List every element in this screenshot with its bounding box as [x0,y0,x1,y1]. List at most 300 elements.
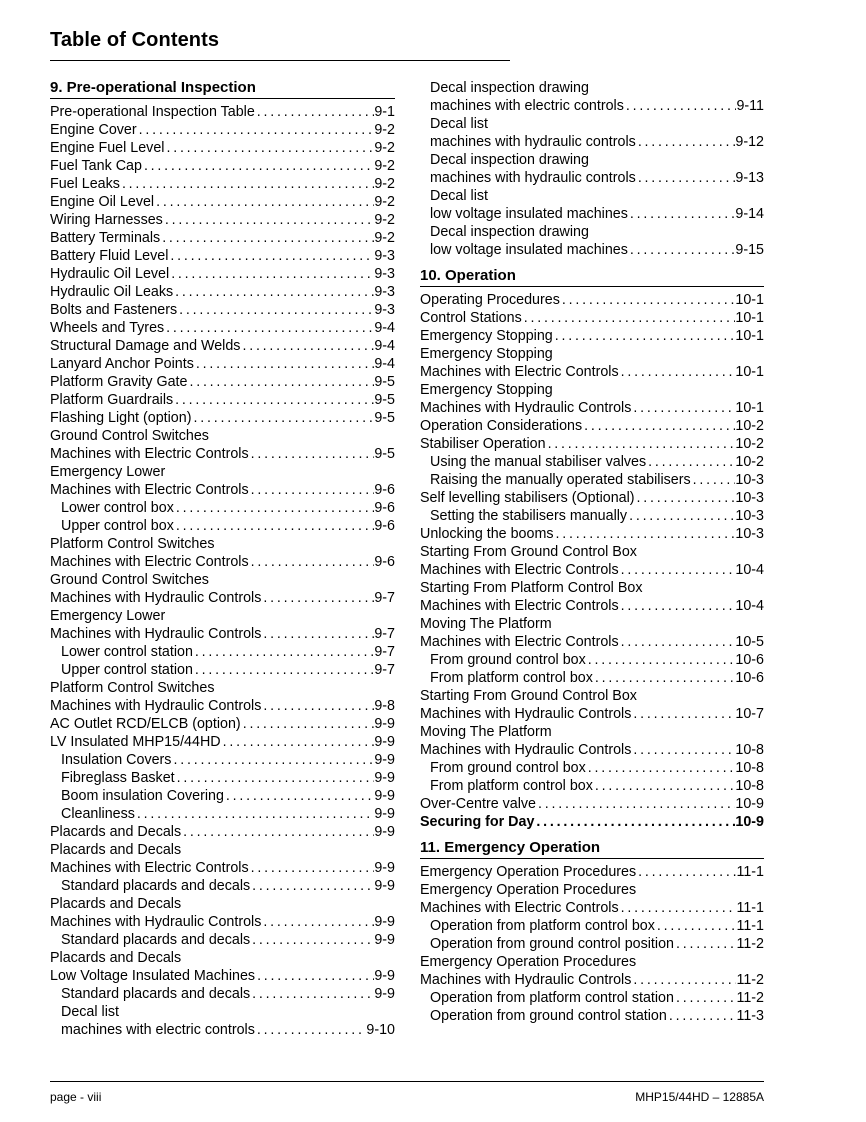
toc-list-section-11 [420,863,764,1025]
toc-entry [50,805,395,823]
toc-entry [50,661,395,679]
toc-entry [420,241,764,259]
toc-entry [420,741,764,759]
toc-entry-label: Machines with Hydraulic Controls [50,914,262,930]
toc-entry [50,517,395,535]
toc-dot-leader [636,133,736,151]
toc-dot-leader [586,759,736,777]
toc-entry-label: Self levelling stabilisers (Optional) [420,490,635,506]
toc-dot-leader [249,481,375,499]
toc-dot-leader [536,795,735,813]
toc-entry-page: 10-6 [735,652,764,668]
toc-entry [420,561,764,579]
toc-entry [50,625,395,643]
toc-dot-leader [582,417,735,435]
toc-dot-leader [255,1021,367,1039]
toc-dot-leader [655,917,737,935]
toc-entry-page: 9-9 [374,968,395,984]
toc-entry-label: machines with electric controls [430,98,624,114]
toc-entry-page: 9-9 [374,932,395,948]
toc-dot-leader [619,561,736,579]
toc-list-section-9 [50,103,395,1039]
toc-entry-page: 10-2 [735,436,764,452]
toc-dot-leader [619,633,736,651]
section-heading-10: 10. Operation [420,267,764,287]
toc-entry [50,319,395,337]
toc-entry-page: 10-3 [735,508,764,524]
toc-entry-label: Operating Procedures [420,292,560,308]
toc-entry-page: 9-7 [374,644,395,660]
toc-entry-page: 9-9 [374,716,395,732]
toc-entry [420,795,764,813]
toc-entry-page: 10-5 [735,634,764,650]
toc-entry-label: LV Insulated MHP15/44HD [50,734,221,750]
toc-dot-leader [250,985,374,1003]
toc-entry-page: 9-4 [374,320,395,336]
toc-entry [420,97,764,115]
toc-entry-label: Bolts and Fasteners [50,302,178,318]
toc-entry-label: Machines with Electric Controls [50,860,249,876]
toc-dot-leader [646,453,735,471]
toc-entry [420,345,764,363]
toc-entry [420,651,764,669]
toc-entry-label: Hydraulic Oil Level [50,266,170,282]
toc-right-column [420,79,764,1025]
toc-entry-page: 9-9 [374,986,395,1002]
toc-entry-label: Flashing Light (option) [50,410,192,426]
toc-dot-leader [174,499,374,517]
toc-entry [50,751,395,769]
toc-entry-label: Structural Damage and Welds [50,338,241,354]
toc-dot-leader [631,399,735,417]
toc-entry [420,169,764,187]
toc-entry-label: Emergency Stopping [420,382,553,398]
toc-dot-leader [175,769,375,787]
toc-entry-page: 11-2 [736,972,764,988]
toc-entry-page: 9-7 [374,590,395,606]
toc-entry-label: Standard placards and decals [61,878,251,894]
toc-entry-label: Emergency Operation Procedures [420,882,637,898]
toc-entry-page: 10-8 [735,742,764,758]
toc-entry [50,535,395,553]
toc-dot-leader [174,517,374,535]
toc-entry-page: 10-8 [735,778,764,794]
toc-entry-page: 9-9 [374,878,395,894]
toc-dot-leader [619,899,737,917]
toc-entry-label: Over-Centre valve [420,796,537,812]
toc-dot-leader [628,205,735,223]
toc-entry-page: 9-6 [374,554,395,570]
toc-entry-label: Decal list [430,116,488,132]
toc-dot-leader [169,265,374,283]
toc-entry-label: Lower control station [61,644,193,660]
toc-entry-label: Using the manual stabiliser valves [430,454,647,470]
toc-entry [420,115,764,133]
toc-entry [420,597,764,615]
toc-entry [50,427,395,445]
toc-entry-page: 11-1 [736,900,764,916]
toc-entry-label: From platform control box [430,778,593,794]
toc-dot-leader [181,823,374,841]
toc-entry [50,733,395,751]
toc-entry [420,989,764,1007]
toc-entry-label: Battery Terminals [50,230,161,246]
toc-dot-leader [619,363,736,381]
toc-entry-label: Standard placards and decals [61,986,251,1002]
toc-dot-leader [631,705,735,723]
toc-entry-page: 9-5 [374,374,395,390]
toc-entry-label: Machines with Hydraulic Controls [420,706,632,722]
toc-entry-page: 10-8 [735,760,764,776]
toc-entry [50,265,395,283]
toc-dot-leader [636,169,736,187]
toc-entry-label: Decal inspection drawing [430,224,589,240]
toc-entry-label: Emergency Stopping [420,328,553,344]
toc-dot-leader [173,391,374,409]
toc-entry-page: 9-11 [736,98,764,114]
toc-entry [420,863,764,881]
toc-dot-leader [187,373,374,391]
toc-entry-label: Machines with Electric Controls [50,446,249,462]
toc-entry-page: 9-9 [374,860,395,876]
toc-entry [50,499,395,517]
toc-entry [50,157,395,175]
toc-dot-leader [164,319,374,337]
toc-entry-page: 9-2 [374,212,395,228]
toc-entry [420,917,764,935]
toc-entry-page: 9-3 [374,248,395,264]
toc-dot-leader [249,553,375,571]
toc-entry-label: Operation from ground control position [430,936,674,952]
toc-dot-leader [168,247,374,265]
toc-entry [50,949,395,967]
toc-entry-page: 10-3 [735,472,764,488]
toc-entry [50,895,395,913]
toc-entry-page: 9-2 [374,176,395,192]
toc-entry [420,935,764,953]
toc-entry-page: 11-2 [736,936,764,952]
toc-entry [420,705,764,723]
toc-entry [420,381,764,399]
toc-entry-page: 9-9 [374,914,395,930]
toc-entry-label: Fibreglass Basket [61,770,175,786]
toc-entry-page: 9-2 [374,122,395,138]
toc-entry [420,399,764,417]
toc-entry [50,247,395,265]
toc-entry-page: 9-2 [374,194,395,210]
toc-entry-label: Machines with Hydraulic Controls [50,590,262,606]
toc-entry-page: 10-1 [735,310,764,326]
toc-dot-leader [261,625,374,643]
toc-entry-label: Pre-operational Inspection Table [50,104,255,120]
toc-entry-label: machines with hydraulic controls [430,170,636,186]
toc-dot-leader [173,283,374,301]
toc-entry-label: From ground control box [430,652,586,668]
toc-entry [50,589,395,607]
toc-entry [420,615,764,633]
toc-entry-label: machines with electric controls [61,1022,255,1038]
toc-dot-leader [171,751,374,769]
toc-dot-leader [674,935,736,953]
toc-entry-page: 9-9 [374,734,395,750]
toc-dot-leader [164,139,374,157]
toc-entry [420,971,764,989]
toc-dot-leader [674,989,736,1007]
toc-entry-page: 10-7 [735,706,764,722]
toc-entry-label: Fuel Tank Cap [50,158,142,174]
toc-entry [50,229,395,247]
toc-entry-label: Starting From Ground Control Box [420,544,637,560]
toc-entry [50,463,395,481]
toc-dot-leader [560,291,736,309]
toc-entry-page: 10-2 [735,454,764,470]
toc-dot-leader [224,787,374,805]
toc-dot-leader [249,859,375,877]
toc-entry-page: 9-2 [374,230,395,246]
toc-entry-label: Lower control box [61,500,174,516]
toc-list-section-9-continued [420,79,764,259]
toc-dot-leader [554,525,736,543]
toc-dot-leader [163,211,375,229]
toc-entry [50,769,395,787]
toc-entry-label: Platform Control Switches [50,536,215,552]
toc-entry-label: Decal list [430,188,488,204]
toc-entry-label: Setting the stabilisers manually [430,508,628,524]
toc-dot-leader [553,327,736,345]
toc-entry [420,507,764,525]
toc-entry-label: Machines with Electric Controls [420,562,619,578]
toc-entry-page: 10-3 [735,490,764,506]
toc-entry-label: Operation Considerations [420,418,583,434]
toc-dot-leader [193,661,374,679]
toc-entry-label: Platform Guardrails [50,392,174,408]
toc-entry-label: Boom insulation Covering [61,788,224,804]
toc-entry [420,205,764,223]
toc-entry-page: 10-2 [735,418,764,434]
toc-entry-page: 9-10 [366,1022,395,1038]
toc-dot-leader [191,409,374,427]
toc-entry-label: Emergency Lower [50,608,166,624]
toc-entry-label: Machines with Hydraulic Controls [420,972,632,988]
toc-entry [420,417,764,435]
toc-entry [50,679,395,697]
toc-entry-page: 9-5 [374,410,395,426]
toc-entry-label: Lanyard Anchor Points [50,356,194,372]
toc-entry-label: Machines with Electric Controls [420,598,619,614]
toc-entry [50,715,395,733]
toc-entry [420,435,764,453]
toc-entry-page: 10-4 [735,562,764,578]
toc-entry [420,291,764,309]
toc-entry [420,813,764,831]
toc-entry-page: 9-3 [374,284,395,300]
toc-dot-leader [636,863,736,881]
toc-entry-label: Ground Control Switches [50,572,209,588]
toc-entry-label: Fuel Leaks [50,176,120,192]
footer-page-number: page - viii [50,1090,102,1104]
toc-entry-label: Starting From Platform Control Box [420,580,643,596]
footer-divider [50,1081,764,1082]
toc-entry-label: Battery Fluid Level [50,248,169,264]
toc-entry-page: 9-12 [735,134,764,150]
toc-dot-leader [628,241,735,259]
toc-entry-page: 9-2 [374,158,395,174]
toc-dot-leader [250,931,374,949]
toc-entry-page: 9-3 [374,266,395,282]
toc-entry-label: Starting From Ground Control Box [420,688,637,704]
toc-entry-label: From ground control box [430,760,586,776]
toc-entry-page: 9-4 [374,356,395,372]
toc-entry [50,337,395,355]
toc-entry-label: Raising the manually operated stabilisers [430,472,691,488]
toc-entry-label: machines with hydraulic controls [430,134,636,150]
toc-entry [50,1003,395,1021]
section-heading-11: 11. Emergency Operation [420,839,764,859]
toc-entry [50,373,395,391]
toc-entry-label: Stabiliser Operation [420,436,546,452]
toc-entry-page: 9-2 [374,140,395,156]
toc-dot-leader [194,355,374,373]
toc-dot-leader [522,309,736,327]
toc-entry [420,1007,764,1025]
toc-entry-page: 10-9 [735,814,764,830]
toc-entry [420,881,764,899]
section-heading-9: 9. Pre-operational Inspection [50,79,395,99]
toc-entry-label: Moving The Platform [420,616,552,632]
toc-entry [50,607,395,625]
toc-entry-label: Standard placards and decals [61,932,251,948]
toc-entry-label: Operation from platform control box [430,918,655,934]
toc-dot-leader [142,157,374,175]
toc-entry-label: Machines with Electric Controls [420,364,619,380]
toc-entry-label: Operation from platform control station [430,990,674,1006]
toc-dot-leader [120,175,374,193]
toc-entry-label: Upper control station [61,662,193,678]
toc-entry [50,1021,395,1039]
toc-dot-leader [241,715,375,733]
toc-dot-leader [586,651,736,669]
toc-entry-page: 10-1 [735,328,764,344]
toc-entry [50,697,395,715]
toc-entry [50,409,395,427]
toc-dot-leader [261,697,374,715]
toc-dot-leader [619,597,736,615]
toc-entry [420,579,764,597]
toc-entry-label: Placards and Decals [50,950,182,966]
toc-entry-label: Engine Fuel Level [50,140,165,156]
toc-entry-page: 9-9 [374,770,395,786]
toc-entry-page: 9-6 [374,518,395,534]
toc-entry-page: 9-9 [374,788,395,804]
toc-entry-label: Emergency Stopping [420,346,553,362]
toc-entry-label: Platform Control Switches [50,680,215,696]
toc-entry-label: Hydraulic Oil Leaks [50,284,174,300]
toc-entry-page: 9-6 [374,482,395,498]
toc-entry-page: 9-14 [735,206,764,222]
toc-entry-label: Machines with Hydraulic Controls [50,698,262,714]
footer-document-id: MHP15/44HD – 12885A [635,1090,764,1104]
toc-entry-label: Machines with Hydraulic Controls [50,626,262,642]
toc-entry-page: 9-9 [374,824,395,840]
toc-entry-label: Wheels and Tyres [50,320,165,336]
toc-dot-leader [593,669,735,687]
toc-dot-leader [593,777,735,795]
toc-entry-page: 10-1 [735,400,764,416]
toc-entry-label: Ground Control Switches [50,428,209,444]
toc-entry-page: 9-9 [374,806,395,822]
toc-entry-page: 10-3 [735,526,764,542]
toc-entry [420,151,764,169]
toc-dot-leader [193,643,374,661]
toc-entry-page: 10-1 [735,364,764,380]
toc-entry-label: Emergency Operation Procedures [420,954,637,970]
toc-entry-page: 10-9 [735,796,764,812]
toc-entry-label: From platform control box [430,670,593,686]
toc-dot-leader [261,589,374,607]
toc-entry [50,859,395,877]
toc-entry-label: Placards and Decals [50,824,182,840]
toc-entry-page: 9-8 [374,698,395,714]
toc-entry-label: Wiring Harnesses [50,212,163,228]
toc-entry [420,633,764,651]
toc-entry-page: 9-7 [374,626,395,642]
toc-entry-page: 9-3 [374,302,395,318]
toc-entry [50,787,395,805]
toc-entry [420,525,764,543]
toc-entry-label: Control Stations [420,310,522,326]
toc-entry [50,481,395,499]
toc-dot-leader [546,435,736,453]
toc-entry [420,471,764,489]
toc-dot-leader [635,489,736,507]
toc-entry [50,553,395,571]
toc-entry-label: Emergency Operation Procedures [420,864,637,880]
toc-entry-page: 10-1 [735,292,764,308]
toc-entry-page: 9-9 [374,752,395,768]
toc-dot-leader [624,97,737,115]
toc-dot-leader [631,741,735,759]
toc-entry [420,133,764,151]
toc-list-section-10 [420,291,764,831]
toc-entry [50,967,395,985]
toc-entry-label: low voltage insulated machines [430,242,628,258]
toc-dot-leader [221,733,375,751]
toc-dot-leader [250,877,374,895]
toc-dot-leader [240,337,374,355]
toc-entry-label: Machines with Hydraulic Controls [420,742,632,758]
toc-entry [420,669,764,687]
toc-entry-page: 9-5 [374,446,395,462]
toc-entry [50,391,395,409]
toc-entry-label: AC Outlet RCD/ELCB (option) [50,716,241,732]
toc-entry [50,931,395,949]
toc-entry [50,121,395,139]
toc-entry-page: 9-1 [374,104,395,120]
toc-entry [420,543,764,561]
toc-entry-label: Operation from ground control station [430,1008,667,1024]
toc-entry [50,445,395,463]
toc-entry-page: 11-2 [736,990,764,1006]
toc-entry-page: 11-1 [736,918,764,934]
toc-entry [50,301,395,319]
toc-entry [50,823,395,841]
toc-entry-page: 9-7 [374,662,395,678]
toc-entry [50,571,395,589]
toc-entry [50,643,395,661]
toc-entry [420,223,764,241]
toc-dot-leader [255,103,375,121]
toc-entry-label: Machines with Hydraulic Controls [420,400,632,416]
